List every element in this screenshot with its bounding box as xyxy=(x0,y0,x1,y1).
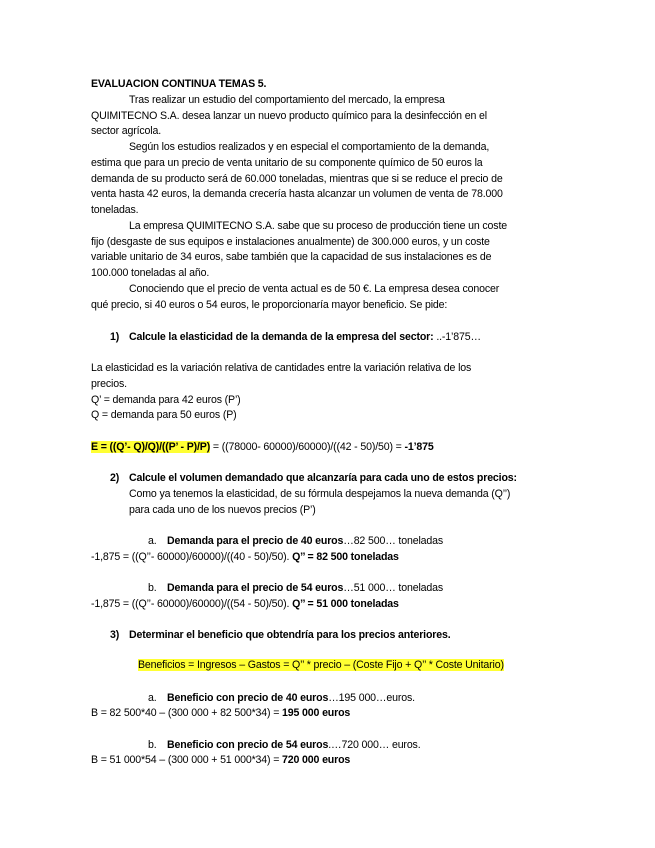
q2b-label: Demanda para el precio de 54 euros xyxy=(167,582,344,594)
q3b-letter: b. xyxy=(148,739,157,751)
q3a-calculation xyxy=(91,706,350,720)
elasticity-formula-calc: = ((78000- 60000)/60000)/((42 - 50)/50) = xyxy=(210,441,405,453)
q2b-answer: …51 000… toneladas xyxy=(343,582,444,594)
intro-line: variable unitario de 34 euros, sabe también que la capacidad de sus instalaciones es de xyxy=(91,251,492,263)
question-2-text: Calcule el volumen demandado que alcanzaría para cada uno de estos precios: xyxy=(129,472,517,484)
q2b-calc: -1,875 = ((Q’’- 60000)/60000)/((54 - 50)/50). xyxy=(91,598,293,610)
intro-line: qué precio, si 40 euros o 54 euros, le proporcionaría mayor beneficio. Se pide: xyxy=(91,299,448,311)
intro-line: Tras realizar un estudio del comportamiento del mercado, la empresa xyxy=(129,94,445,106)
intro-line: Conociendo que el precio de venta actual es de 50 €. La empresa desea conocer xyxy=(129,283,500,295)
intro-line: sector agrícola. xyxy=(91,125,162,137)
q2a-answer: …82 500… toneladas xyxy=(343,535,444,547)
intro-line: venta hasta 42 euros, la demanda crecería hasta alcanzar un volumen de venta de 78.000 xyxy=(91,188,503,200)
q1-explanation-line: La elasticidad es la variación relativa de cantidades entre la variación relativa de los xyxy=(91,362,472,374)
q3b-label: Beneficio con precio de 54 euros xyxy=(167,739,329,751)
q1-explanation-line: precios. xyxy=(91,378,127,390)
question-2-explanation: para cada uno de los nuevos precios (P’) xyxy=(129,504,316,516)
q3a-letter: a. xyxy=(148,692,157,704)
intro-line: QUIMITECNO S.A. desea lanzar un nuevo producto químico para la desinfección en el xyxy=(91,110,487,122)
q1-definition-q-prime: Q’ = demanda para 42 euros (P’) xyxy=(91,394,241,406)
intro-line: 100.000 toneladas al año. xyxy=(91,267,210,279)
intro-line: Según los estudios realizados y en especial el comportamiento de la demanda, xyxy=(129,141,490,153)
q2a-result: Q’’ = 82 500 toneladas xyxy=(292,551,399,563)
profit-formula-highlight: Beneficios = Ingresos – Gastos = Q’’ * precio – (Coste Fijo + Q’’ * Coste Unitario) xyxy=(138,659,504,671)
question-1-answer: ..-1’875… xyxy=(433,331,481,343)
intro-line: demanda de su producto será de 60.000 toneladas, mientras que si se reduce el precio de xyxy=(91,173,503,185)
question-3-number: 3) xyxy=(110,629,120,641)
intro-line: toneladas. xyxy=(91,204,139,216)
intro-line: estima que para un precio de venta unitario de su componente químico de 50 euros la xyxy=(91,157,483,169)
q3b-result: 720 000 euros xyxy=(282,754,351,766)
document-title: EVALUACION CONTINUA TEMAS 5. xyxy=(91,78,267,90)
q2b xyxy=(167,581,443,595)
question-1-number: 1) xyxy=(110,331,120,343)
q1-definition-q: Q = demanda para 50 euros (P) xyxy=(91,409,237,421)
q3a xyxy=(167,691,415,705)
q2a-label: Demanda para el precio de 40 euros xyxy=(167,535,344,547)
q3b-calculation xyxy=(91,753,350,767)
q3a-result: 195 000 euros xyxy=(282,707,351,719)
q2a-calculation xyxy=(91,550,399,564)
intro-line: La empresa QUIMITECNO S.A. sabe que su proceso de producción tiene un coste xyxy=(129,220,507,232)
q3b xyxy=(167,738,421,752)
intro-line: fijo (desgaste de sus equipos e instalaciones anualmente) de 300.000 euros, y un coste xyxy=(91,236,490,248)
elasticity-formula-result: -1’875 xyxy=(404,441,434,453)
question-2-number: 2) xyxy=(110,472,120,484)
question-1-text: Calcule la elasticidad de la demanda de la empresa del sector: xyxy=(129,331,434,343)
q2a-calc: -1,875 = ((Q’’- 60000)/60000)/((40 - 50)/50). xyxy=(91,551,293,563)
question-3-text: Determinar el beneficio que obtendría para los precios anteriores. xyxy=(129,629,451,641)
q2a-letter: a. xyxy=(148,535,157,547)
q2b-letter: b. xyxy=(148,582,157,594)
q3a-label: Beneficio con precio de 40 euros xyxy=(167,692,329,704)
q3a-calc: B = 82 500*40 – (300 000 + 82 500*34) = xyxy=(91,707,283,719)
q3b-answer: .…720 000… euros. xyxy=(328,739,421,751)
elasticity-formula-highlight: E = ((Q’- Q)/Q)/((P’ - P)/P) xyxy=(91,441,211,453)
q3b-calc: B = 51 000*54 – (300 000 + 51 000*34) = xyxy=(91,754,283,766)
q3a-answer: …195 000…euros. xyxy=(328,692,415,704)
profit-formula xyxy=(138,658,504,672)
elasticity-formula xyxy=(91,440,434,454)
q2a xyxy=(167,534,443,548)
question-1 xyxy=(129,330,481,344)
q2b-result: Q’’ = 51 000 toneladas xyxy=(292,598,399,610)
q2b-calculation xyxy=(91,597,399,611)
question-2-explanation: Como ya tenemos la elasticidad, de su fórmula despejamos la nueva demanda (Q’’) xyxy=(129,488,511,500)
